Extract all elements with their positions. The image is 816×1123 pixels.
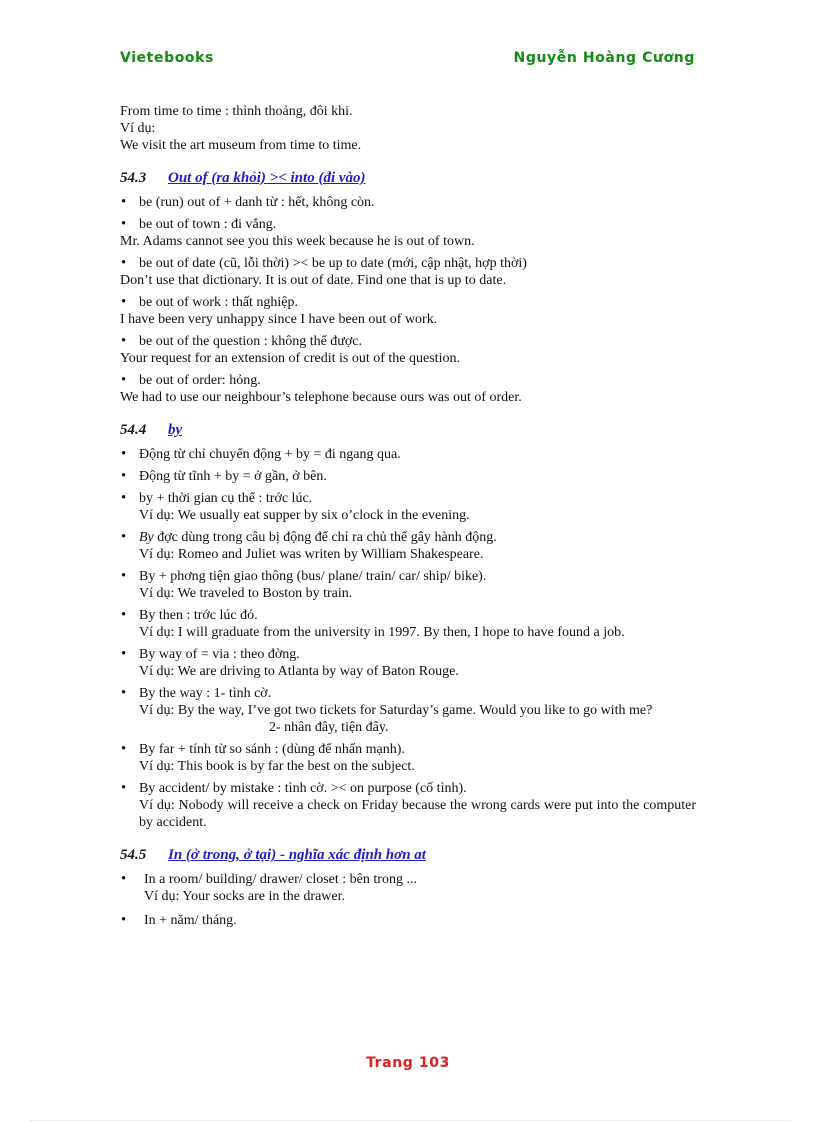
list-item [120,780,696,831]
example-sentence: Ví dụ: We are driving to Atlanta by way of Baton Rouge. [139,664,459,679]
example-sentence: Ví dụ: Romeo and Juliet was writen by William Shakespeare. [139,547,484,562]
list-item-text: be out of the question : không thể được. [139,334,363,349]
list-item-text: Động từ tĩnh + by = ở gần, ở bên. [139,469,327,484]
bullet-icon: • [121,912,127,928]
example-sentence: Ví dụ: I will graduate from the university in 1997. By then, I hope to have found a job. [139,625,625,640]
bullet-icon: • [121,194,127,210]
bullet-icon: • [121,529,127,545]
section-heading-54-3 [120,168,696,188]
list-item [120,446,696,463]
list-item [120,294,696,311]
example-sentence: We had to use our neighbour’s telephone because ours was out of order. [120,390,522,405]
bullet-icon: • [121,685,127,701]
example-sentence: I have been very unhappy since I have been out of work. [120,312,438,327]
bullet-icon: • [121,490,127,506]
example-sentence: Mr. Adams cannot see you this week because he is out of town. [120,234,475,249]
list-item-text: By way of = via : theo đờng. [139,647,300,662]
section-number: 54.3 [120,170,147,186]
intro-line: From time to time : thỉnh thoảng, đôi khi. [120,104,353,119]
bullet-icon: • [121,333,127,349]
example-sentence: Your request for an extension of credit is out of the question. [120,351,460,366]
example-sentence: Ví dụ: By the way, I’ve got two tickets for Saturday’s game. Would you like to go with me? [139,703,653,718]
example-sentence: Don’t use that dictionary. It is out of date. Find one that is up to date. [120,273,507,288]
bullet-icon: • [121,741,127,757]
section-title-link[interactable]: by [168,422,183,438]
header-author: Nguyễn Hoàng Cương [513,50,695,66]
list-item [120,685,696,736]
list-item [120,529,696,563]
example-sentence: Ví dụ: Nobody will receive a check on Friday because the wrong cards were put into the computer by accident. [139,798,696,830]
list-item [120,216,696,233]
section-heading-54-5 [120,845,696,865]
list-item-text: By accident/ by mistake : tình cờ. >< on purpose (cố tình). [139,781,467,796]
list-item [120,333,696,350]
page-body [120,103,696,929]
list-item [120,568,696,602]
list-item [120,607,696,641]
list-item-text: be out of order: hỏng. [139,373,261,388]
emphasis-word: By [139,530,154,545]
example-sentence: Ví dụ: This book is by far the best on the subject. [139,759,415,774]
section-title-link[interactable]: In (ở trong, ở tại) - nghĩa xác định hơn at [168,847,426,863]
list-item-text: be out of work : thất nghiệp. [139,295,299,310]
list-item [120,646,696,680]
bullet-icon: • [121,372,127,388]
list-item [120,468,696,485]
list-item-text: By + phơng tiện giao thông (bus/ plane/ train/ car/ ship/ bike). [139,569,487,584]
list-item-text [139,529,696,546]
bullet-icon: • [121,446,127,462]
list-item [120,372,696,389]
intro-example-label: Ví dụ: [120,121,156,136]
list-item-text-rest: đợc dùng trong câu bị động để chỉ ra chủ thể gây hành động. [153,530,497,545]
list-item-text: be out of town : đi vắng. [139,217,277,232]
section-title-link[interactable]: Out of (ra khỏi) >< into (đi vào) [168,170,366,186]
page-header [120,50,695,70]
section-number: 54.5 [120,847,147,863]
intro-example: We visit the art museum from time to time. [120,138,362,153]
list-item [120,912,696,929]
bullet-icon: • [121,216,127,232]
bullet-icon: • [121,468,127,484]
page-edge-divider [30,1120,790,1121]
bullet-icon: • [121,568,127,584]
bullet-icon: • [121,871,127,887]
list-item [120,741,696,775]
bullet-icon: • [121,294,127,310]
list-item-text: by + thời gian cụ thể : trớc lúc. [139,491,313,506]
list-item [120,194,696,211]
list-item [120,490,696,524]
list-item-text: be (run) out of + danh từ : hết, không còn. [139,195,375,210]
bullet-icon: • [121,255,127,271]
bullet-icon: • [121,780,127,796]
list-item-text: In + năm/ tháng. [144,913,237,928]
section-heading-54-4 [120,420,696,440]
list-item-text: In a room/ building/ drawer/ closet : bên trong ... [144,872,417,887]
bullet-icon: • [121,607,127,623]
list-item-text: By the way : 1- tình cờ. [139,686,272,701]
example-sentence: Ví dụ: We traveled to Boston by train. [139,586,353,601]
list-item [120,871,696,905]
list-item-text: By far + tính từ so sánh : (dùng để nhấn mạnh). [139,742,405,757]
list-item-text: By then : trớc lúc đó. [139,608,258,623]
header-publisher: Vietebooks [120,50,214,66]
section-number: 54.4 [120,422,147,438]
list-item [120,255,696,272]
second-meaning: 2- nhân đây, tiện đây. [269,720,389,735]
page-number: Trang 103 [366,1055,450,1071]
example-sentence: Ví dụ: We usually eat supper by six o’clock in the evening. [139,508,470,523]
list-item-text: be out of date (cũ, lỗi thời) >< be up to date (mới, cập nhật, hợp thời) [139,256,527,271]
example-sentence: Ví dụ: Your socks are in the drawer. [144,889,346,904]
list-item-text: Động từ chỉ chuyển động + by = đi ngang qua. [139,447,401,462]
bullet-icon: • [121,646,127,662]
